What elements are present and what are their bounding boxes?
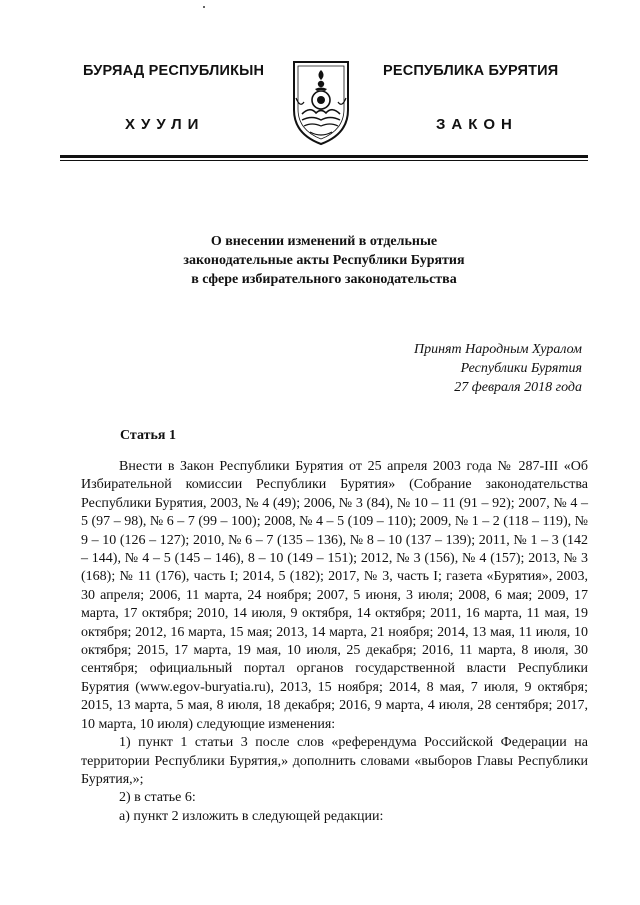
law-title (100, 232, 548, 289)
paragraph: Внести в Закон Республики Бурятия от 25 апреля 2003 года № 287-III «Об Избирательной комиссии Республики Бурятия» (Собрание законодательства Республики Бурятия, 2003, № 4 (49); 2006, № 3 (84), № 10 – 11 (91 – 92); 2007, № 4 – 5 (97 – 98), № 6 – 7 (99 – 100); 2008, № 4 – 5 (109 – 110); 2009, № 1 – 2 (118 – 119), № 9 – 10 (126 – 127); 2010, № 6 – 7 (135 – 136), № 8 – 10 (137 – 139); 2011, № 1 – 3 (142 – 144), № 4 – 5 (145 – 146), 8 – 10 (149 – 151); 2012, № 3 (156), № 4 (157); 2013, № 3 (168); № 11 (176), часть I; 2014, 5 (182); 2017, № 3, часть I; газета «Бурятия», 2003, 30 апреля; 2006, 11 марта, 24 ноября; 2007, 5 июня, 3 июля; 2008, 6 мая; 2009, 17 марта, 17 октября; 2010, 14 июля, 9 октября, 14 октября; 2011, 16 марта, 11 мая, 19 октября; 2012, 16 марта, 15 мая; 2013, 14 марта, 21 ноября; 2014, 13 мая, 11 июля, 10 октября; 2015, 17 марта, 19 мая, 10 июля, 25 декабря; 2016, 11 марта, 8 июля, 30 сентября; официальный портал органов государственной власти Республики Бурятия (www.egov-buryatia.ru), 2013, 15 ноября; 2014, 8 мая, 7 июля, 9 октября; 2015, 13 марта, 5 мая, 8 июля, 18 декабря; 2016, 9 марта, 4 июля, 28 сентября; 2017, 10 марта, 10 июля) следующие изменения: (81, 459, 588, 732)
title-line: в сфере избирательного законодательства (191, 272, 457, 287)
coat-of-arms-emblem (290, 58, 352, 148)
header-left-bottom: ХУУЛИ (125, 116, 205, 133)
adoption-line: Республики Бурятия (460, 361, 582, 376)
article-body (81, 458, 588, 826)
scan-speck (203, 6, 205, 8)
header-rule-thick (60, 155, 588, 158)
adoption-note (414, 340, 582, 397)
paragraph: 1) пункт 1 статьи 3 после слов «референдума Российской Федерации на территории Республики Бурятия,» дополнить словами «выборов Главы Республики Бурятия,»; (81, 735, 588, 787)
title-line: О внесении изменений в отдельные (210, 234, 438, 249)
header-left-top: БУРЯАД РЕСПУБЛИКЫН (83, 63, 265, 79)
header-rule-thin (60, 160, 588, 161)
article-heading: Статья 1 (120, 428, 176, 443)
paragraph: а) пункт 2 изложить в следующей редакции: (119, 808, 384, 824)
title-line: законодательные акты Республики Бурятия (183, 253, 465, 268)
adoption-date: 27 февраля 2018 года (454, 380, 582, 395)
adoption-line: Принят Народным Хуралом (413, 342, 582, 357)
header-right-top: РЕСПУБЛИКА БУРЯТИЯ (383, 63, 559, 79)
header-right-bottom: ЗАКОН (436, 116, 518, 133)
paragraph: 2) в статье 6: (119, 790, 196, 806)
